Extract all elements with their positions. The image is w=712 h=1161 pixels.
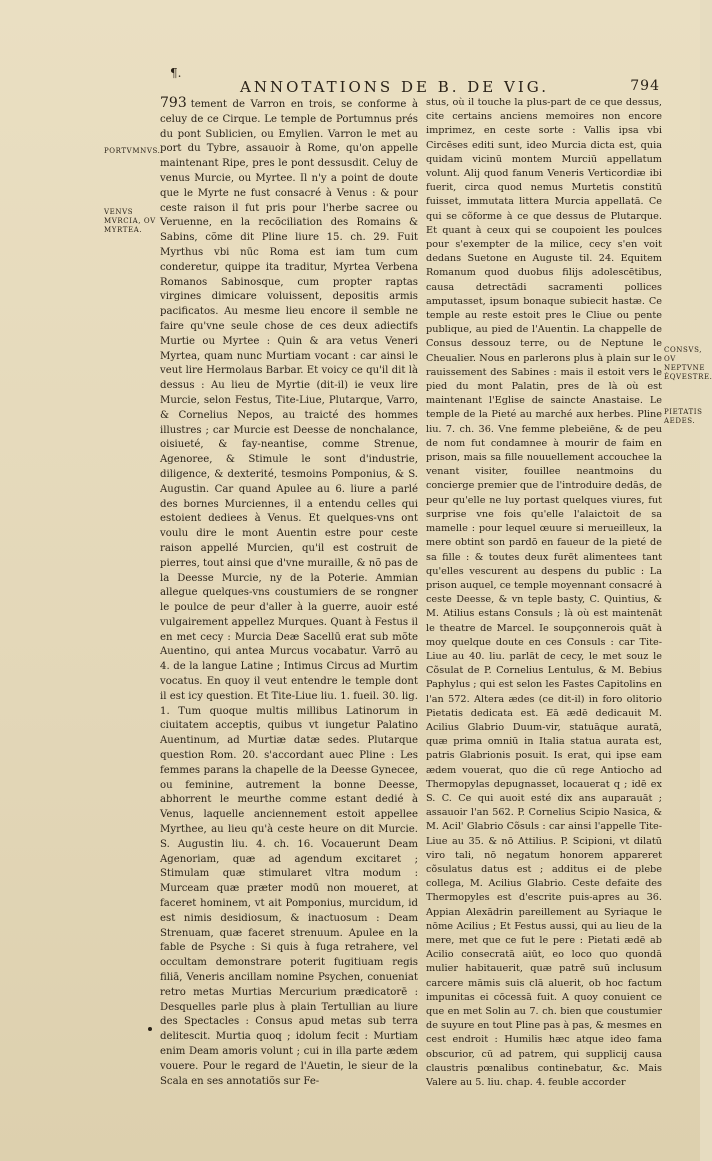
running-title: ANNOTATIONS DE B. DE VIG. — [240, 78, 549, 96]
page-number-right: 794 — [630, 78, 660, 94]
catchword: ¶. — [170, 66, 182, 80]
marginal-note-consus: CONSVS, OV NEPTVNE ÉQVESTRE. — [664, 346, 712, 381]
left-column-text: tement de Varron en trois, se conforme à celuy de ce Cirque. Le temple de Portumnus prés du pont Sublicien, ou Emylien. Varron le met au port du Tybre, assauoir à Rome, qu'on appelle maintenant Ripe, pres le pont dessusdit. Celuy de venus Murcie, ou Myrtee. Il n'y a point de doute que le Myrte ne fust consacré à Venus : & pour ceste raison il fut pris pour l'herbe sacree ou Veruenne, en la recõciliation des Romains & Sabins, cõme dit Pline liure 15. ch. 29. Fuit Myrthus vbi nūc Roma est iam tum cum conderetur, quippe ita traditur, Myrtea Verbena Romanos Sabinosque, cum propter raptas virgines dimicare voluissent, depositis armis pacificatos. Au mesme lieu encore il semble ne faire qu'vne seule chose de ces deux adiectifs Murtie ou Myrtee : Quin & ara vetus Veneri Myrtea, quam nunc Murtiam vocant : car ainsi le veut lire Hermolaus Barbar. Et voicy ce qu'il dit là dessus : Au lieu de Myrtie (dit-il) ie veux lire Murcie, selon Festus, Tite-Liue, Plutarque, Varro, & Cornelius Nepos, au traicté des hommes illustres ; car Murcie est Deesse de nonchalance, oisiueté, & fay-neantise, comme Strenue, Agenoree, & Stimule le sont d'industrie, diligence, & dexterité, tesmoins Pomponius, & S. Augustin. Car quand Apulee au 6. liure a parlé des bornes Murciennes, il a entendu celles qui estoient dediees à Venus. Et quelques-vns ont voulu dire le mont Auentin estre pour ceste raison appellé Murcien, qu'il est costruit de pierres, tout ainsi que d'vne muraille, & nõ pas de la Deesse Murcie, ny de la Poterie. Ammian allegue quelques-vns coustumiers de se rongner le poulce de peur d'aller à la guerre, auoir esté vulgairement appellez Murques. Quant à Festus il en met cecy : Murcia Deæ Sacellū erat sub mõte Auentino, qui antea Murcus vocabatur. Varrõ au 4. de la langue Latine ; Intimus Circus ad Murtim vocatus. En quoy il veut entendre le temple dont il est icy question. Et Tite-Liue liu. 1. fueil. 30. lig. 1. Tum quoque multis millibus Latinorum in ciuitatem acceptis, quibus vt iungetur Palatino Auentinum, ad Murtiæ datæ sedes. Plutarque question Rom. 20. s'accordant auec Pline : Les femmes parans la chapelle de la Deesse Gynecee, ou feminine, autrement la bonne Deesse, abhorrent le meurthe comme estant dedié à Venus, laquelle anciennement estoit appellee Myrthee, au lieu qu'à ceste heure on dit Murcie. S. Augustin liu. 4. ch. 16. Vocauerunt Deam Agenoriam, quæ ad agendum excitaret ; Stimulam quæ stimularet vltra modum : Murceam quæ præter modū non moueret, at faceret hominem, vt ait Pomponius, murcidum, id est nimis desidiosum, & inactuosum : Deam Strenuam, quæ faceret strenuum. Apulee en la fable de Psyche : Si quis à fuga retrahere, vel occultam demonstrare poterit fugitiuam regis filiā, Veneris ancillam nomine Psychen, conueniat retro metas Murtias Mercurium prædicatorē : Desquelles parle plus à plain Tertullian au liure des Spectacles : Consus apud metas sub terra delitescit. Murtia quoq ; idolum fecit : Murtiam enim Deam amoris volunt ; cui in illa parte ædem vouere. Pour le regard de l'Auetin, le sieur de la Scala en ses annotatiõs sur Fe- — [160, 99, 418, 1087]
right-column-text: stus, où il touche la plus-part de ce que dessus, cite certains anciens memoires non encore imprimez, en ceste sorte : Vallis ipsa vbi Circēses editi sunt, ideo Murcia dicta est, quia quidam vicinū montem Murciū appellatum volunt. Alij quod fanum Veneris Verticordiæ ibi fuerit, circa quod nemus Murtetis constitū fuisset, immutata littera Murcia appellatā. Ce qui se cõforme à ce que dessus de Plutarque. Et quant à ceux qui se coupoient les poulces pour s'exempter de la milice, cecy s'en voit dedans Suetone en Auguste til. 24. Equitem Romanum quod duobus filijs adolescētibus, causa detrectādi sacramenti pollices amputasset, ipsum bonaque subiecit hastæ. Ce temple au reste estoit pres le Cliue ou pente publique, au pied de l'Auentin. La chappelle de Consus dessouz terre, ou de Neptune le Cheualier. Nous en parlerons plus à plain sur le rauissement des Sabines : mais il estoit vers le pied du mont Palatin, pres de là où est maintenant l'Eglise de saincte Anastaise. Le temple de la Pieté au marché aux herbes. Pline liu. 7. ch. 36. Vne femme plebeiēne, & de peu de nom fut condamnee à mourir de faim en prison, mais sa fille nouuellement accouchee la venant visiter, fouillee neantmoins du concierge premier que de l'introduire dedās, de peur qu'elle ne luy portast quelques viures, fut surprise vne fois qu'elle l'alaictoit de sa mamelle : pour lequel œuure si merueilleux, la mere obtint son pardō en faueur de la pieté de sa fille : & toutes deux furēt alimentees tant qu'elles vescurent au despens du public : La prison auquel, ce temple moyennant consacré à ceste Deesse, & vn teple basty, C. Quintius, & M. Atilius estans Consuls ; là où est maintenāt le theatre de Marcel. Ie soupçonnerois quāt à moy quelque doute en ces Consuls : car Tite-Liue au 40. liu. parlāt de cecy, le met souz le Cõsulat de P. Cornelius Lentulus, & M. Bebius Paphylus ; qui est selon les Fastes Capitolins en l'an 572. Altera ædes (ce dit-il) in foro olitorio Pietatis dedicata est. Eā ædē dedicauit M. Acilius Glabrio Duum-vir, statuāque auratā, quæ prima omniū in Italia statua aurata est, patris Glabrionis posuit. Is erat, qui ipse eam ædem vouerat, quo die cū rege Antiocho ad Thermopylas depugnasset, locauerat q ; idē ex S. C. Ce qui auoit esté dix ans auparauāt ; assauoir l'an 562. P. Cornelius Scipio Nasica, & M. Acil' Glabrio Cõsuls : car ainsi l'appelle Tite-Liue au 35. & nō Attilius. P. Scipioni, vt dilatū viro tali, nō negatum honorem appareret cõsulatus datus est ; additus ei de plebe collega, M. Acilius Glabrio. Ceste defaite des Thermopyles est d'escrite puis-apres au 36. Appian Alexādrin pareillement au Syriaque le nōme Acilius ; Et Festus aussi, qui au lieu de la mere, met que ce fut le pere : Pietati ædē ab Acilio consecratā aiūt, eo loco quo quondā mulier habitauerit, quæ patrē suū inclusum carcere māmis suis clā aluerit, ob hoc factum impunitas ei cōcessā fuit. A quoy conuient ce que en met Solin au 7. ch. bien que coustumier de suyure en tout Pline pas à pas, & mesmes en cest endroit : Humilis hæc atque ideo fama obscurior, cū ad patrem, qui supplicij causa claustris pœnalibus continebatur, &c. Mais Valere au 5. liu. chap. 4. feuble accorder — [426, 97, 662, 1089]
page-number-left: 793 — [160, 95, 187, 111]
right-text-column — [426, 96, 662, 1090]
left-text-column — [160, 96, 418, 1089]
marginal-note-pietas: PIETATIS AEDES. — [664, 408, 703, 425]
marginal-note-venus-murcia: VENVS MVRCIA, OV MYRTEA. — [104, 208, 156, 234]
margin-bullet-mark — [148, 1027, 152, 1031]
left-column-body — [160, 96, 418, 1089]
marginal-note-portumnus: PORTVMNVS. — [104, 147, 161, 155]
